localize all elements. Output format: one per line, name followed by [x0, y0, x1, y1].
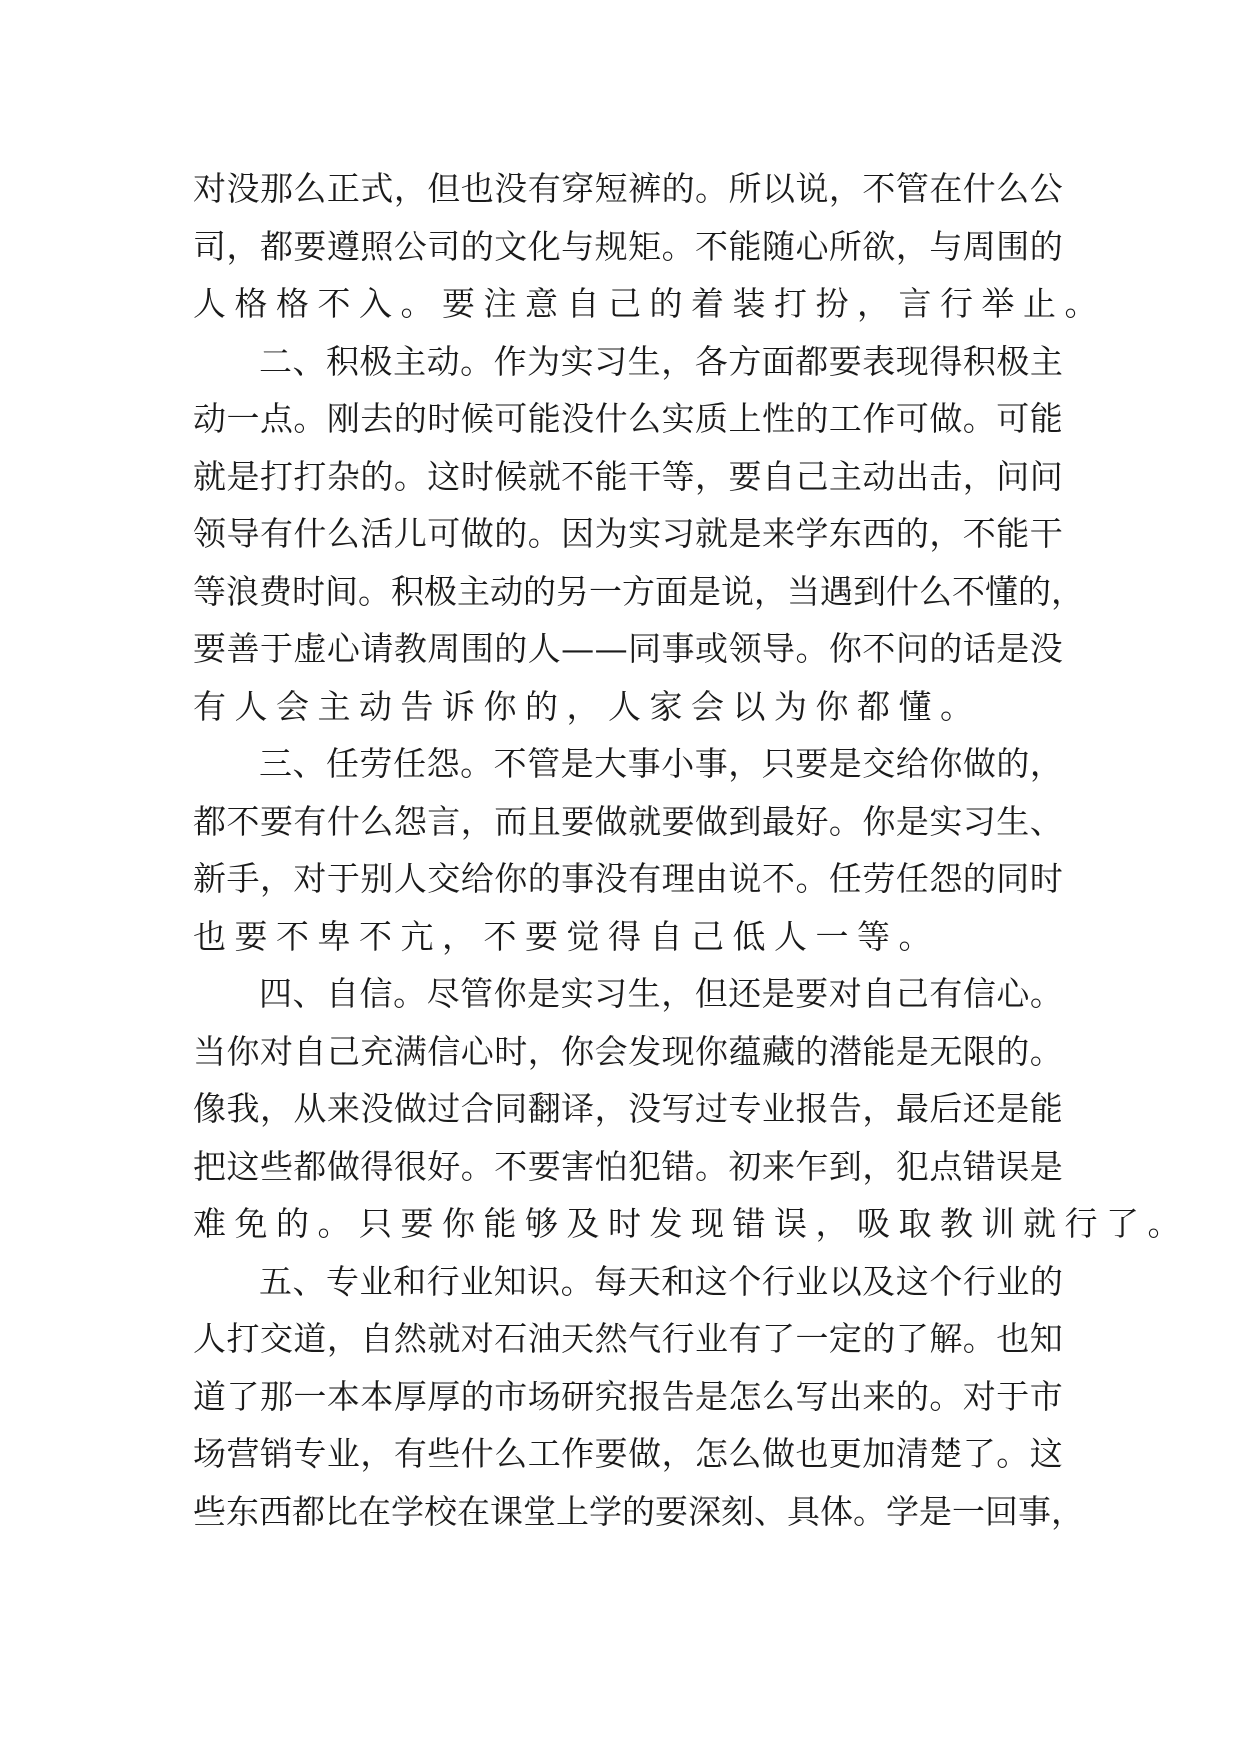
text-line: 二 、 积 极 主 动 。 作 为 实 习 生 ， 各 方 面 都 要 表 现 得 积 极 主	[259, 341, 1063, 381]
text-line: 等 浪 费 时 间 。 积 极 主 动 的 另 一 方 面 是 说 ， 当 遇 到 什 么 不 懂 的 ，	[193, 571, 1084, 611]
text-line: 新 手 ， 对 于 别 人 交 给 你 的 事 没 有 理 由 说 不 。 任 劳 任 怨 的 同 时	[193, 859, 1063, 898]
text-line: 领 导 有 什 么 活 儿 可 做 的 。 因 为 实 习 就 是 来 学 东 西 的 ， 不 能 干	[193, 514, 1063, 553]
text-line: 都 不 要 有 什 么 怨 言 ， 而 且 要 做 就 要 做 到 最 好 。 你 是 实 习 生 、	[193, 801, 1063, 841]
text-line: 像 我 ， 从 来 没 做 过 合 同 翻 译 ， 没 写 过 专 业 报 告 ， 最 后 还 是 能	[193, 1089, 1063, 1128]
text-line: 道 了 那 一 本 本 厚 厚 的 市 场 研 究 报 告 是 怎 么 写 出 来 的 。 对 于 市	[193, 1376, 1063, 1416]
text-line: 对 没 那 么 正 式 ， 但 也 没 有 穿 短 裤 的 。 所 以 说 ， 不 管 在 什 么 公	[193, 169, 1063, 208]
text-line: 有人会主动告诉你的，人家会以为你都懂。	[193, 686, 982, 726]
text-line: 场 营 销 专 业 ， 有 些 什 么 工 作 要 做 ， 怎 么 做 也 更 加 清 楚 了 。 这	[193, 1434, 1063, 1473]
text-line: 难免的。只要你能够及时发现错误，吸取教训就行了。	[193, 1204, 1189, 1243]
text-line: 四 、 自 信 。 尽 管 你 是 实 习 生 ， 但 还 是 要 对 自 己 有 信 心 。	[259, 974, 1063, 1013]
text-line: 司 ， 都 要 遵 照 公 司 的 文 化 与 规 矩 。 不 能 随 心 所 欲 ， 与 周 围 的	[193, 226, 1063, 266]
text-line: 也要不卑不亢，不要觉得自己低人一等。	[193, 916, 940, 956]
text-line: 五 、 专 业 和 行 业 知 识 。 每 天 和 这 个 行 业 以 及 这 个 行 业 的	[259, 1261, 1063, 1301]
text-line: 把 这 些 都 做 得 很 好 。 不 要 害 怕 犯 错 。 初 来 乍 到 ， 犯 点 错 误 是	[193, 1146, 1063, 1186]
document-body	[193, 160, 1189, 1540]
text-line: 要 善 于 虚 心 请 教 周 围 的 人 — — 同 事 或 领 导 。 你 不 问 的 话 是 没	[193, 629, 1063, 668]
text-line: 动 一 点 。 刚 去 的 时 候 可 能 没 什 么 实 质 上 性 的 工 作 可 做 。 可 能	[193, 399, 1063, 438]
text-line: 就 是 打 打 杂 的 。 这 时 候 就 不 能 干 等 ， 要 自 己 主 动 出 击 ， 问 问	[193, 456, 1063, 496]
text-line: 人 打 交 道 ， 自 然 就 对 石 油 天 然 气 行 业 有 了 一 定 的 了 解 。 也 知	[193, 1319, 1063, 1358]
text-line: 人格格不入。要注意自己的着装打扮，言行举止。	[193, 284, 1106, 323]
text-line: 些 东 西 都 比 在 学 校 在 课 堂 上 学 的 要 深 刻 、 具 体 。 学 是 一 回 事 ，	[193, 1491, 1084, 1531]
text-line: 当 你 对 自 己 充 满 信 心 时 ， 你 会 发 现 你 蕴 藏 的 潜 能 是 无 限 的 。	[193, 1031, 1063, 1071]
text-line: 三 、 任 劳 任 怨 。 不 管 是 大 事 小 事 ， 只 要 是 交 给 你 做 的 ，	[259, 744, 1063, 783]
